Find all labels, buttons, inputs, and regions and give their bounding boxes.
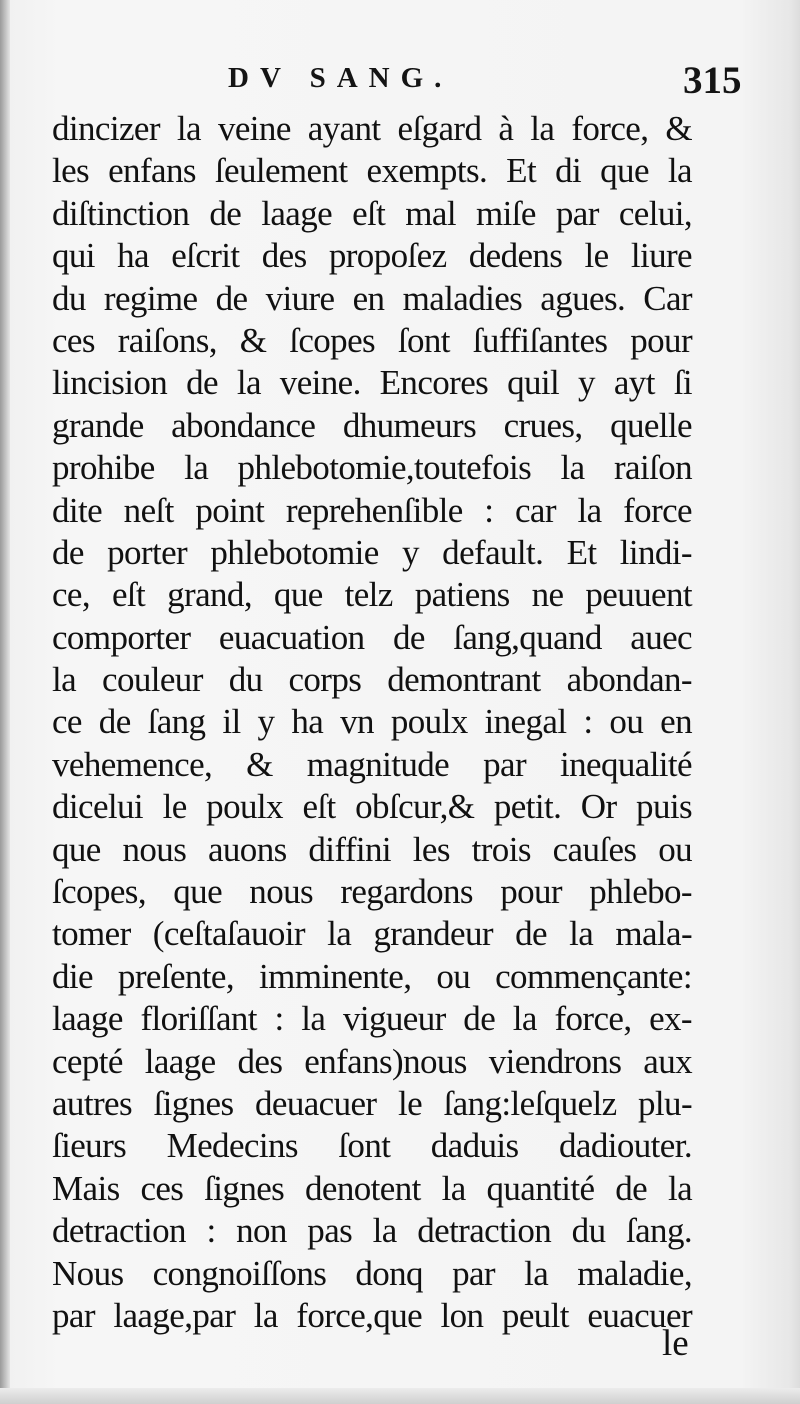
body-text — [52, 108, 692, 1337]
running-title: DV SANG. — [228, 62, 453, 94]
text-line: diſtinction de laage eſt mal miſe par celui, — [52, 193, 692, 233]
text-line: de porter phlebotomie y default. Et lindi- — [52, 532, 692, 572]
text-line: die preſente, imminente, ou commençante: — [52, 956, 692, 996]
text-line: Mais ces ſignes denotent la quantité de la — [52, 1168, 692, 1208]
catchword: le — [662, 1323, 689, 1364]
text-line: ſieurs Medecins ſont daduis dadiouter. — [52, 1126, 692, 1166]
text-line: du regime de viure en maladies agues. Car — [52, 278, 692, 318]
text-line: la couleur du corps demontrant abondan- — [52, 660, 692, 700]
text-line: ce, eſt grand, que telz patiens ne peuuent — [52, 575, 692, 615]
text-line: par laage,par la force,que lon peult euacuer — [52, 1295, 692, 1335]
text-line: dicelui le poulx eſt obſcur,& petit. Or puis — [52, 787, 692, 827]
text-line: qui ha eſcrit des propoſez dedens le liure — [52, 236, 692, 276]
text-line: grande abondance dhumeurs crues, quelle — [52, 405, 692, 445]
text-line: que nous auons diffini les trois cauſes ou — [52, 829, 692, 869]
text-line: cepté laage des enfans)nous viendrons aux — [52, 1041, 692, 1081]
page-bottom-edge — [0, 1388, 800, 1404]
text-line: dincizer la veine ayant eſgard à la force, & — [52, 109, 692, 148]
text-line: comporter euacuation de ſang,quand auec — [52, 617, 692, 657]
text-line: ſcopes, que nous regardons pour phlebo- — [52, 872, 692, 912]
text-line: prohibe la phlebotomie,toutefois la raiſon — [52, 448, 692, 488]
text-line: les enfans ſeulement exempts. Et di que la — [52, 151, 692, 191]
text-line: dite neſt point reprehenſible : car la force — [52, 490, 692, 530]
text-line: autres ſignes deuacuer le ſang:leſquelz plu- — [52, 1083, 692, 1123]
page-number: 315 — [683, 59, 742, 102]
text-line: detraction : non pas la detraction du ſang. — [52, 1211, 692, 1251]
text-line: lincision de la veine. Encores quil y ayt ſi — [52, 363, 692, 403]
text-line: laage floriſſant : la vigueur de la force, ex- — [52, 999, 692, 1039]
page-gutter-shadow — [0, 0, 10, 1404]
text-line: ces raiſons, & ſcopes ſont ſuffiſantes pour — [52, 320, 692, 360]
running-head — [0, 58, 800, 108]
text-line: ce de ſang il y ha vn poulx inegal : ou en — [52, 702, 692, 742]
text-line: vehemence, & magnitude par inequalité — [52, 744, 692, 784]
text-line: Nous congnoiſſons donq par la maladie, — [52, 1253, 692, 1293]
text-line: tomer (ceſtaſauoir la grandeur de la mala- — [52, 914, 692, 954]
